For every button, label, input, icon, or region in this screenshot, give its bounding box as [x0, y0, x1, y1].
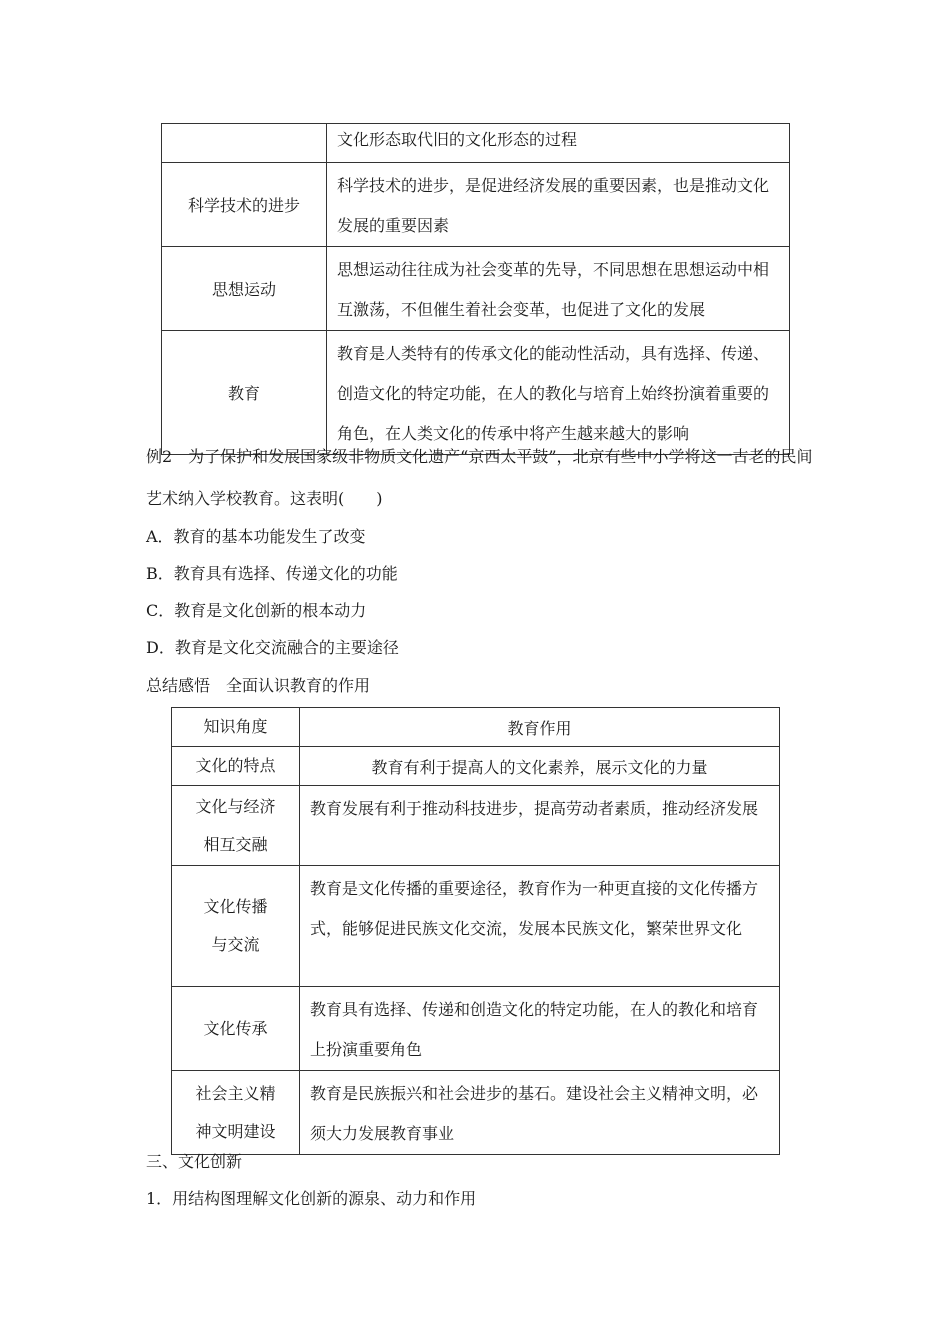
- row-key-line: 与交流: [211, 935, 260, 954]
- option-a: A．教育的基本功能发生了改变: [146, 527, 366, 546]
- education-role-table: [171, 707, 780, 1155]
- table-row: [172, 866, 780, 987]
- header-value: 教育作用: [300, 708, 780, 747]
- culture-factors-table: [161, 123, 790, 455]
- table-row: [172, 747, 780, 786]
- option-b: B．教育具有选择、传递文化的功能: [146, 564, 398, 583]
- row-value: 科学技术的进步，是促进经济发展的重要因素，也是推动文化发展的重要因素: [327, 163, 790, 247]
- row-value: 教育是民族振兴和社会进步的基石。建设社会主义精神文明，必须大力发展教育事业: [300, 1071, 780, 1155]
- row-value: 教育有利于提高人的文化素养，展示文化的力量: [300, 747, 780, 786]
- row-value: 教育具有选择、传递和创造文化的特定功能，在人的教化和培育上扮演重要角色: [300, 987, 780, 1071]
- table-row: [162, 163, 790, 247]
- row-key: [162, 124, 327, 163]
- row-value: 教育发展有利于推动科技进步，提高劳动者素质，推动经济发展: [300, 786, 780, 866]
- row-key-line: 文化传播: [203, 897, 268, 916]
- table-row: [172, 987, 780, 1071]
- table-row: [172, 786, 780, 866]
- table-header-row: [172, 708, 780, 747]
- table-row: [162, 124, 790, 163]
- row-key-line: 社会主义精: [195, 1083, 276, 1103]
- summary-title: 总结感悟 全面认识教育的作用: [146, 676, 371, 695]
- row-key: 文化的特点: [172, 747, 300, 786]
- row-key-line: 神文明建设: [195, 1121, 276, 1141]
- option-c: C．教育是文化创新的根本动力: [146, 601, 367, 620]
- row-value: 思想运动往往成为社会变革的先导，不同思想在思想运动中相互激荡，不但催生着社会变革，也促进了文化的发展: [327, 247, 790, 331]
- table-row: [172, 1071, 780, 1155]
- row-key: 科学技术的进步: [162, 163, 327, 247]
- option-d: D．教育是文化交流融合的主要途径: [146, 638, 399, 657]
- row-key: 教育: [162, 331, 327, 455]
- row-key: 思想运动: [162, 247, 327, 331]
- row-key: 文化传承: [172, 987, 300, 1071]
- row-key: [172, 866, 300, 987]
- header-key: 知识角度: [172, 708, 300, 747]
- row-value: 教育是人类特有的传承文化的能动性活动，具有选择、传递、创造文化的特定功能，在人的教化与培育上始终扮演着重要的角色，在人类文化的传承中将产生越来越大的影响: [327, 331, 790, 455]
- table-row: [162, 247, 790, 331]
- section-item-1: 1．用结构图理解文化创新的源泉、动力和作用: [146, 1189, 477, 1208]
- row-value: 教育是文化传播的重要途径，教育作为一种更直接的文化传播方式，能够促进民族文化交流，发展本民族文化，繁荣世界文化: [300, 866, 780, 987]
- row-key: [172, 1071, 300, 1155]
- example-question: 例2 为了保护和发展国家级非物质文化遗产“京西太平鼓”，北京有些中小学将这一古老的民间艺术纳入学校教育。这表明( ): [146, 447, 813, 508]
- row-value: 文化形态取代旧的文化形态的过程: [327, 124, 790, 163]
- row-key-line: 文化与经济: [195, 796, 276, 816]
- section-heading: 三、文化创新: [146, 1152, 243, 1171]
- row-key: [172, 786, 300, 866]
- row-key-line: 相互交融: [203, 834, 268, 854]
